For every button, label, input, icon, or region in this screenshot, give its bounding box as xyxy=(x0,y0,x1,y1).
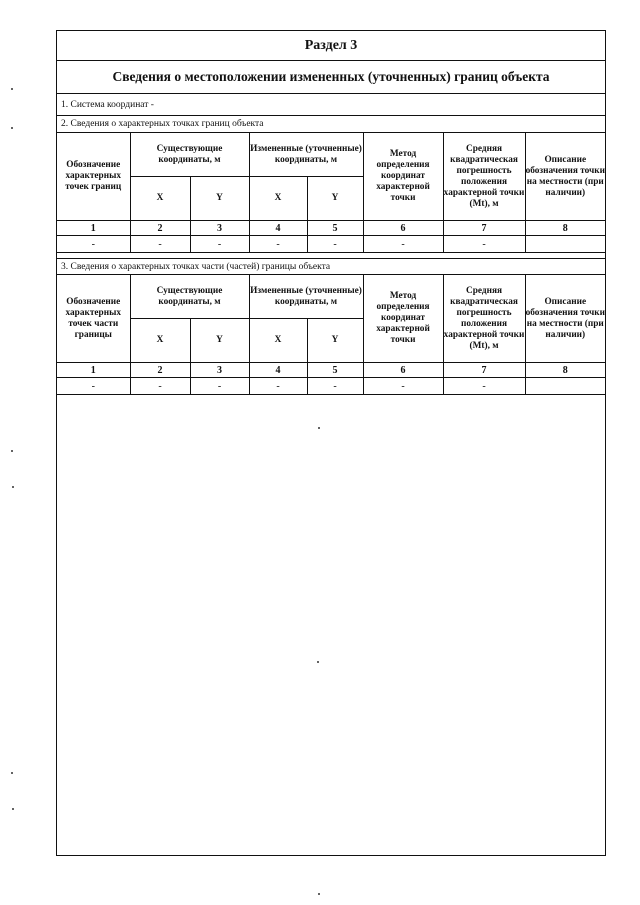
document-frame xyxy=(56,30,606,856)
table2-col-number: 3 xyxy=(190,363,249,378)
table2-header-x-changed: X xyxy=(249,319,307,363)
table2-header-error: Средняя квадратическая погрешность положения характерной точки (Mt), м xyxy=(443,275,525,363)
table1-col-number: 3 xyxy=(190,221,249,236)
table1-col-number: 2 xyxy=(130,221,190,236)
table1-cell: - xyxy=(57,236,130,253)
table2 xyxy=(57,274,605,395)
table1-cell: - xyxy=(307,236,363,253)
table1-header-method: Метод определения координат характерной точки xyxy=(363,133,443,221)
table2-col-number: 4 xyxy=(249,363,307,378)
scan-speck xyxy=(11,127,13,129)
table2-cell xyxy=(525,378,605,395)
section-title: Раздел 3 xyxy=(57,31,605,61)
table1-col-number: 8 xyxy=(525,221,605,236)
table1-cell xyxy=(525,236,605,253)
table1-col-number: 7 xyxy=(443,221,525,236)
table1-cell: - xyxy=(249,236,307,253)
table2-header-changed: Измененные (уточненные) координаты, м xyxy=(249,275,363,319)
table1-cell: - xyxy=(190,236,249,253)
table1-col-number: 4 xyxy=(249,221,307,236)
table1-caption: 2. Сведения о характерных точках границ объекта xyxy=(61,119,264,129)
scan-speck xyxy=(12,486,14,488)
table1-header-designation: Обозначение характерных точек границ xyxy=(57,133,130,221)
table1 xyxy=(57,132,605,253)
table2-cell: - xyxy=(307,378,363,395)
table1-col-number: 1 xyxy=(57,221,130,236)
table2-col-number: 7 xyxy=(443,363,525,378)
table2-header-method: Метод определения координат характерной точки xyxy=(363,275,443,363)
table2-cell: - xyxy=(363,378,443,395)
table1-cell: - xyxy=(443,236,525,253)
table2-header-description: Описание обозначения точки на местности (при наличии) xyxy=(525,275,605,363)
scan-speck xyxy=(318,893,320,895)
table2-cell: - xyxy=(130,378,190,395)
table1-header-description: Описание обозначения точки на местности (при наличии) xyxy=(525,133,605,221)
table2-header-y-existing: Y xyxy=(190,319,249,363)
scan-speck xyxy=(11,88,13,90)
table1-col-number: 6 xyxy=(363,221,443,236)
table2-caption: 3. Сведения о характерных точках части (частей) границы объекта xyxy=(57,258,605,274)
section-subtitle: Сведения о местоположении измененных (уточненных) границ объекта xyxy=(57,61,605,94)
table1-header-existing: Существующие координаты, м xyxy=(130,133,249,177)
table2-col-number: 1 xyxy=(57,363,130,378)
table2-header-x-existing: X xyxy=(130,319,190,363)
scan-speck xyxy=(318,427,320,429)
scan-speck xyxy=(11,772,13,774)
table1-cell: - xyxy=(130,236,190,253)
table2-col-number: 6 xyxy=(363,363,443,378)
table1-header-error: Средняя квадратическая погрешность положения характерной точки (Mt), м xyxy=(443,133,525,221)
table2-header-y-changed: Y xyxy=(307,319,363,363)
table1-col-number: 5 xyxy=(307,221,363,236)
table2-cell: - xyxy=(249,378,307,395)
scan-speck xyxy=(317,661,319,663)
table2-col-number: 5 xyxy=(307,363,363,378)
table2-cell: - xyxy=(443,378,525,395)
table1-header-x-changed: X xyxy=(249,177,307,221)
table2-header-existing: Существующие координаты, м xyxy=(130,275,249,319)
table1-header-y-existing: Y xyxy=(190,177,249,221)
scan-speck xyxy=(11,450,13,452)
table2-cell: - xyxy=(57,378,130,395)
table2-header-designation: Обозначение характерных точек части границы xyxy=(57,275,130,363)
table1-header-changed: Измененные (уточненные) координаты, м xyxy=(249,133,363,177)
table1-header-y-changed: Y xyxy=(307,177,363,221)
coordinate-system-line: 1. Система координат - xyxy=(57,94,605,116)
table2-cell: - xyxy=(190,378,249,395)
table2-col-number: 8 xyxy=(525,363,605,378)
table1-cell: - xyxy=(363,236,443,253)
table1-header-x-existing: X xyxy=(130,177,190,221)
scan-speck xyxy=(12,808,14,810)
table2-col-number: 2 xyxy=(130,363,190,378)
